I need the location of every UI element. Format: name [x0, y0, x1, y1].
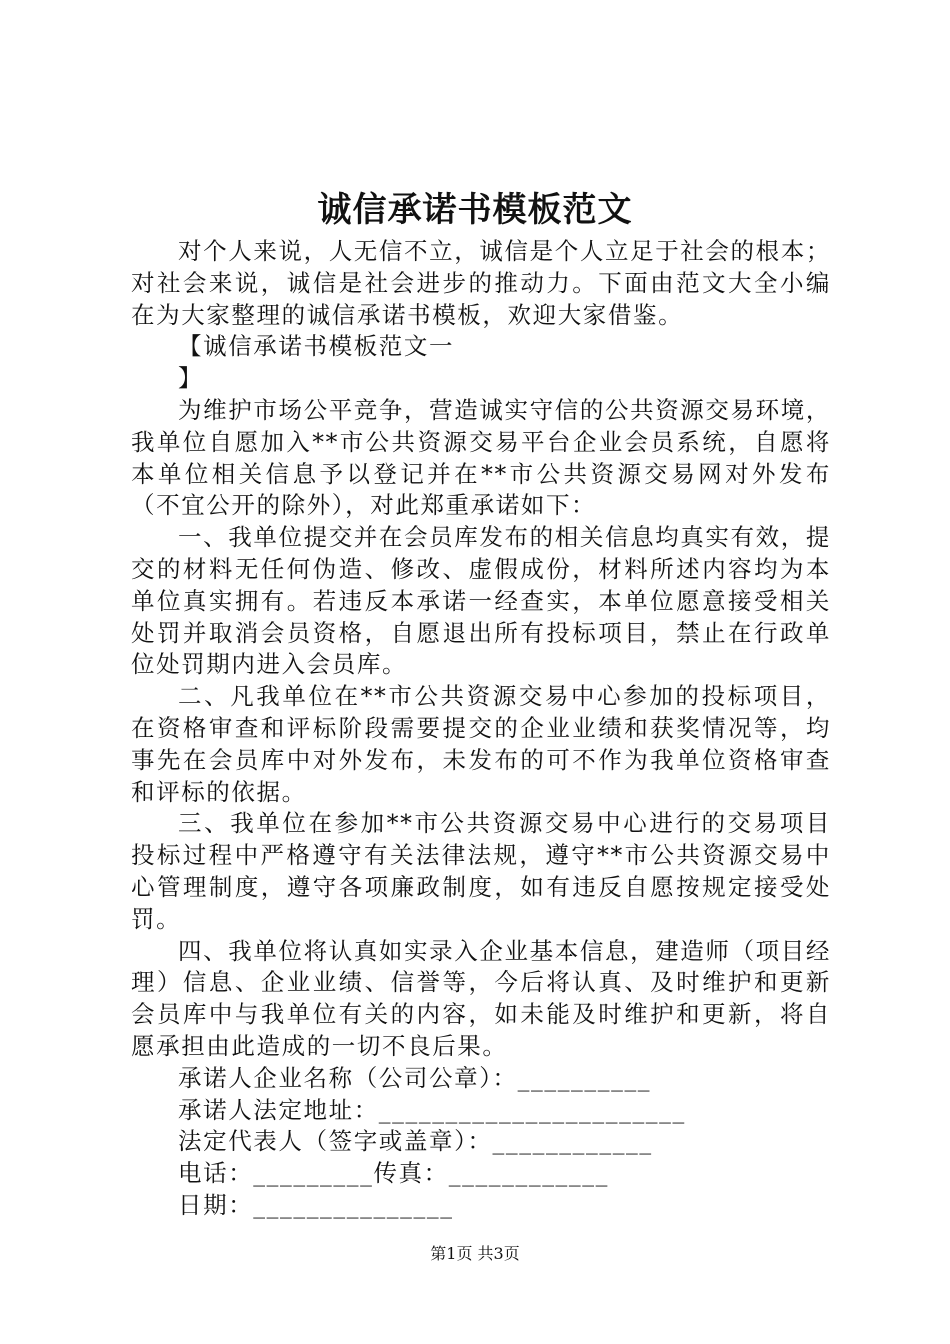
signature-address-line: 承诺人法定地址：_______________________	[178, 1095, 686, 1124]
section-heading-line1: 【诚信承诺书模板范文一	[178, 332, 455, 361]
document-body	[131, 236, 831, 1222]
signature-phone-fax-line: 电话：_________传真：____________	[178, 1159, 609, 1188]
page-footer: 第1页 共3页	[430, 1244, 520, 1263]
section-heading-line2: 】	[178, 364, 204, 393]
signature-representative-line: 法定代表人（签字或盖章）：____________	[178, 1127, 653, 1156]
commitment-item-1: 一、我单位提交并在会员库发布的相关信息均真实有效，提交的材料无任何伪造、修改、虚假成份，材料所述内容均为本单位真实拥有。若违反本承诺一经查实，本单位愿意接受相关处罚并取消会员资格，自愿退出所有投标项目，禁止在行政单位处罚期内进入会员库。	[131, 523, 831, 679]
signature-company-line: 承诺人企业名称（公司公章）：__________	[178, 1063, 652, 1092]
commitment-preamble: 为维护市场公平竞争，营造诚实守信的公共资源交易环境，我单位自愿加入**市公共资源交易平台企业会员系统，自愿将本单位相关信息予以登记并在**市公共资源交易网对外发布（不宜公开的除外），对此郑重承诺如下：	[131, 395, 831, 520]
intro-paragraph: 对个人来说，人无信不立，诚信是个人立足于社会的根本；对社会来说，诚信是社会进步的推动力。下面由范文大全小编在为大家整理的诚信承诺书模板，欢迎大家借鉴。	[131, 237, 831, 329]
document-title: 诚信承诺书模板范文	[317, 190, 633, 230]
signature-date-line: 日期：_______________	[178, 1190, 454, 1219]
commitment-item-3: 三、我单位在参加**市公共资源交易中心进行的交易项目投标过程中严格遵守有关法律法规，遵守**市公共资源交易中心管理制度，遵守各项廉政制度，如有违反自愿按规定接受处罚。	[131, 809, 831, 933]
commitment-item-4: 四、我单位将认真如实录入企业基本信息，建造师（项目经理）信息、企业业绩、信誉等，今后将认真、及时维护和更新会员库中与我单位有关的内容，如未能及时维护和更新，将自愿承担由此造成的一切不良后果。	[131, 936, 831, 1060]
commitment-item-2: 二、凡我单位在**市公共资源交易中心参加的投标项目，在资格审查和评标阶段需要提交的企业业绩和获奖情况等，均事先在会员库中对外发布，未发布的可不作为我单位资格审查和评标的依据。	[131, 682, 831, 806]
